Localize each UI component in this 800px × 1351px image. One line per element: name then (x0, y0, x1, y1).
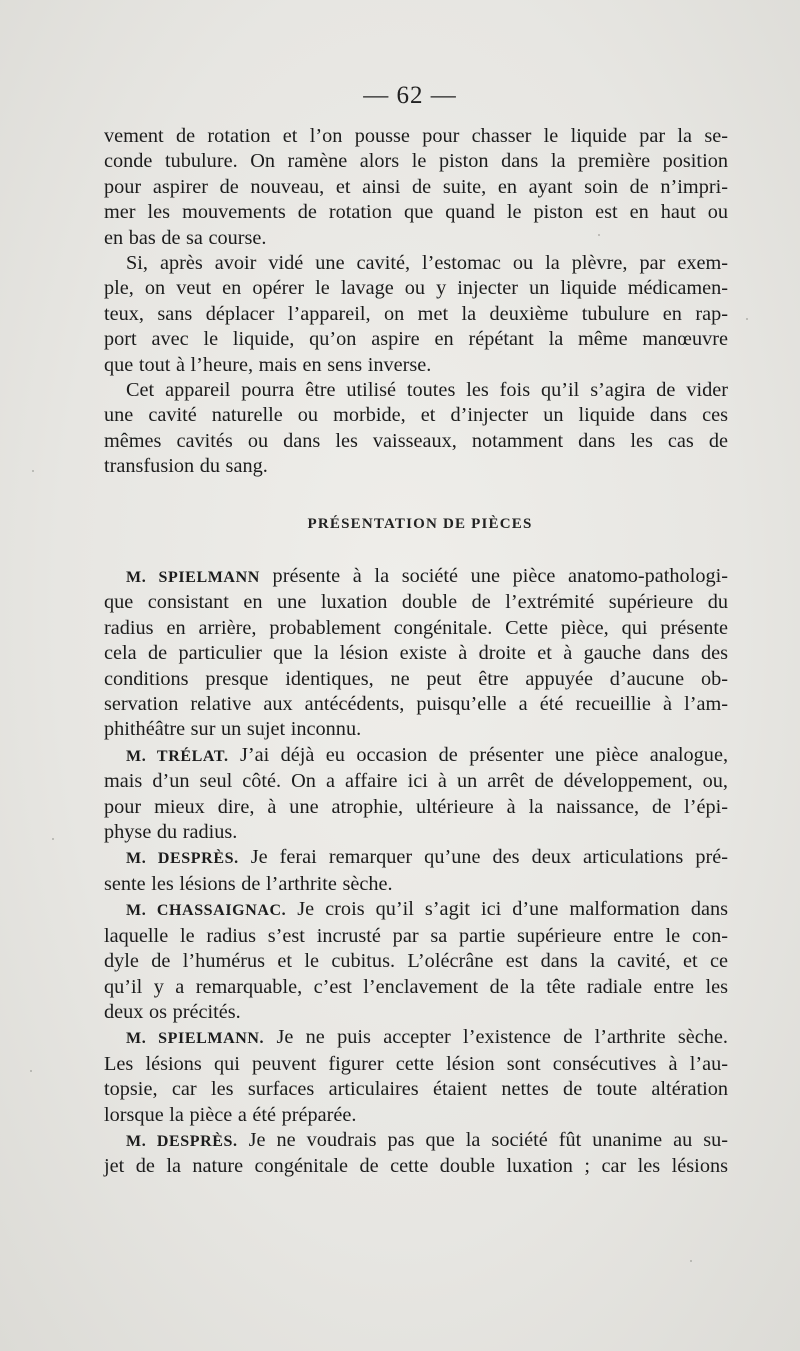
text-line: cela de particulier que la lésion existe à droite et à gauche dans des (104, 642, 728, 665)
text-line: que tout à l’heure, mais en sens inverse. (104, 353, 432, 376)
speaker-name: M. SPIELMANN. (126, 1030, 265, 1048)
text-line: lorsque la pièce a été préparée. (104, 1103, 357, 1126)
speaker-name: M. SPIELMANN (126, 569, 260, 586)
paper-speck (690, 1260, 692, 1262)
text-line: jet de la nature congénitale de cette double luxation ; car les lésions (104, 1155, 728, 1178)
text-line: port avec le liquide, qu’on aspire en répétant la même manœuvre (104, 328, 728, 351)
text-line: une cavité naturelle ou morbide, et d’injecter un liquide dans ces (104, 404, 728, 427)
text-line: phithéâtre sur un sujet inconnu. (104, 718, 362, 741)
paper-speck (30, 1070, 32, 1072)
text-line: Les lésions qui peuvent figurer cette lésion sont consécutives à l’au- (104, 1052, 728, 1075)
text-line: conditions presque identiques, ne peut être appuyée d’aucune ob- (104, 667, 728, 690)
text-line: dyle de l’humérus et le cubitus. L’olécrâne est dans la cavité, et ce (104, 950, 728, 973)
text-line: M. DESPRÈS. Je ne voudrais pas que la société fût unanime au su- (126, 1128, 728, 1151)
text-line: servation relative aux antécédents, puisqu’elle a été recueillie à l’am- (104, 693, 728, 716)
text-line: M. SPIELMANN. Je ne puis accepter l’existence de l’arthrite sèche. (126, 1026, 728, 1049)
text-line: physe du radius. (104, 821, 238, 844)
text-line: sente les lésions de l’arthrite sèche. (104, 872, 393, 895)
text-line: laquelle le radius s’est incrusté par sa partie supérieure entre le con- (104, 924, 728, 947)
text-line: M. CHASSAIGNAC. Je crois qu’il s’agit ici d’une malformation dans (126, 898, 728, 921)
text-line: M. TRÉLAT. J’ai déjà eu occasion de présenter une pièce analogue, (126, 743, 729, 766)
text-line: transfusion du sang. (104, 455, 268, 478)
text-line: M. DESPRÈS. Je ferai remarquer qu’une des deux articulations pré- (126, 846, 728, 869)
text-line: deux os précités. (104, 1000, 241, 1023)
text-line: conde tubulure. On ramène alors le piston dans la première position (104, 150, 728, 173)
speaker-name: M. TRÉLAT. (126, 747, 229, 765)
text-line: en bas de sa course. (104, 226, 267, 249)
text-line: vement de rotation et l’on pousse pour chasser le liquide par la se- (104, 125, 728, 147)
text-line: ple, on veut en opérer le lavage ou y injecter un liquide médicamen- (104, 277, 728, 300)
section-title: PRÉSENTATION DE PIÈCES (307, 516, 533, 532)
text-line: Cet appareil pourra être utilisé toutes les fois qu’il s’agira de vider (126, 379, 728, 402)
speaker-name: M. DESPRÈS. (126, 850, 239, 868)
speaker-name: M. CHASSAIGNAC. (126, 902, 287, 920)
text-line: qu’il y a remarquable, c’est l’enclavement de la tête radiale entre les (104, 975, 728, 998)
page-number: — 62 — (363, 82, 457, 109)
body-text-top (104, 124, 728, 480)
body-text-discussion (104, 564, 728, 1180)
paper-speck (32, 470, 34, 472)
paper-speck (52, 838, 54, 840)
text-line: topsie, car les surfaces articulaires étaient nettes de toute altération (104, 1078, 728, 1101)
text-line: Si, après avoir vidé une cavité, l’estomac ou la plèvre, par exem- (126, 252, 728, 275)
text-line: pour mieux dire, à une atrophie, ultérieure à la naissance, de l’épi- (104, 795, 728, 818)
text-line: mêmes cavités ou dans les vaisseaux, notamment dans les cas de (104, 429, 728, 452)
paper-speck (746, 318, 748, 320)
text-line: mais d’un seul côté. On a affaire ici à un arrêt de développement, ou, (104, 770, 728, 793)
paper-speck (598, 234, 600, 236)
speaker-name: M. DESPRÈS. (126, 1132, 238, 1150)
text-line: que consistant en une luxation double de l’extrémité supérieure du (104, 591, 728, 614)
text-line: mer les mouvements de rotation que quand le piston est en haut ou (104, 201, 728, 224)
text-line: teux, sans déplacer l’appareil, on met la deuxième tubulure en rap- (104, 302, 728, 325)
text-line: M. SPIELMANN présente à la société une pièce anatomo-pathologi- (126, 565, 729, 587)
text-line: pour aspirer de nouveau, et ainsi de suite, en ayant soin de n’impri- (104, 175, 728, 198)
text-line: radius en arrière, probablement congénitale. Cette pièce, qui présente (104, 616, 728, 639)
